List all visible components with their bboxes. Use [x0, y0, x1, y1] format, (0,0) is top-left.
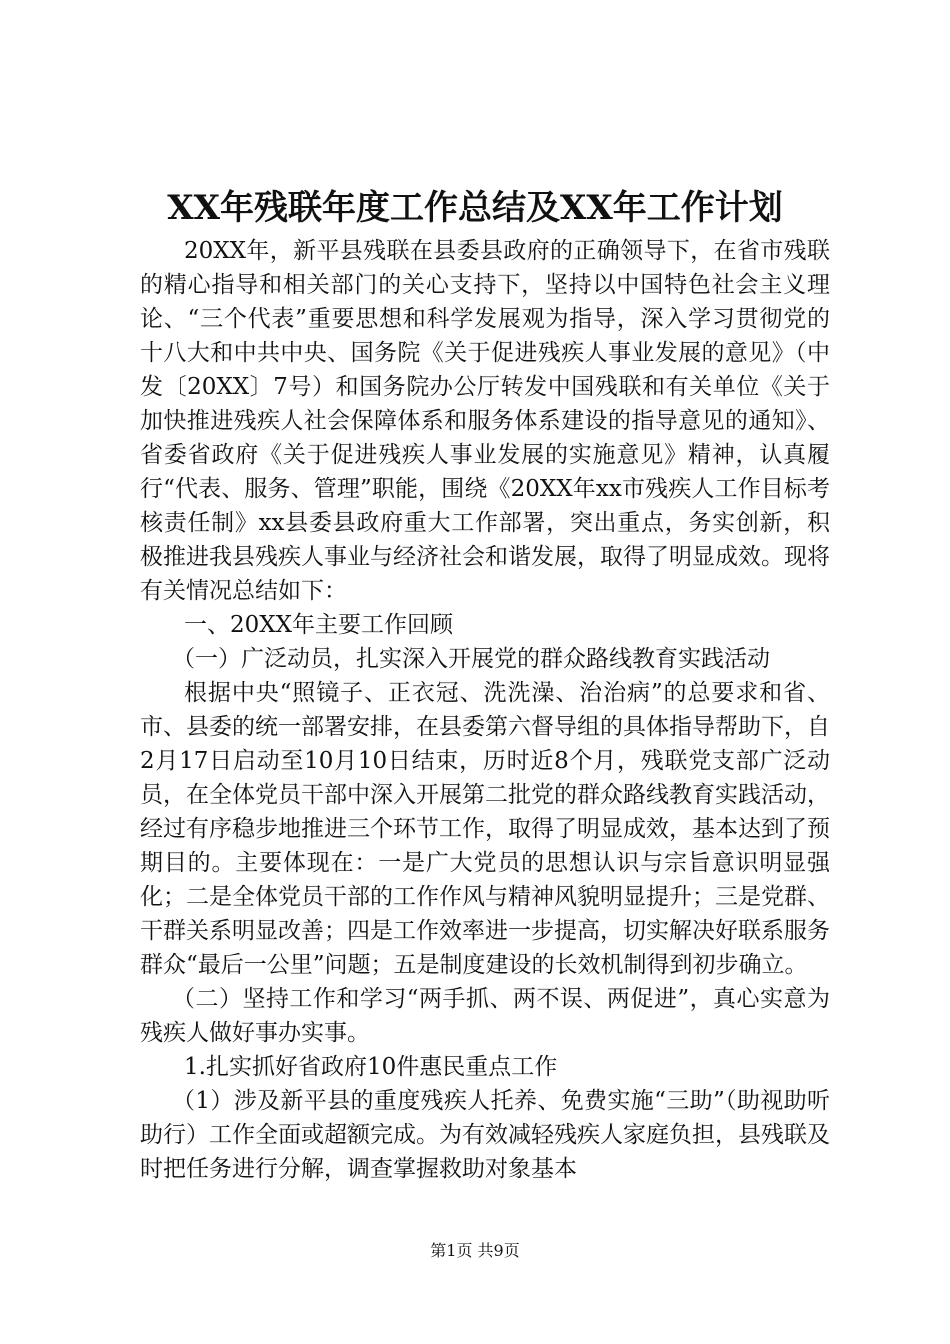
page-number-footer: 第1页 共9页 — [430, 1241, 520, 1260]
heading-subsection-1: （一）广泛动员，扎实深入开展党的群众路线教育实践活动 — [172, 646, 770, 672]
heading-subsection-2: （二）坚持工作和学习“两手抓、两不误、两促进”，真心实意为残疾人做好事办实事。 — [140, 986, 830, 1046]
paragraph-campaign: 根据中央“照镜子、正衣冠、洗洗澡、治治病”的总要求和省、市、县委的统一部署安排，在县委第六督导组的具体指导帮助下，自2月17日启动至10月10日结束，历时近8个月，残联党支部广泛动员，在全体党员干部中深入开展第二批党的群众路线教育实践活动，经过有序稳步地推进三个环节工作，取得了明显成效，基本达到了预期目的。主要体现在：一是广大党员的思想认识与宗旨意识明显强化；二是全体党员干部的工作作风与精神风貌明显提升；三是党群、干群关系明显改善；四是工作效率进一步提高，切实解决好联系服务群众“最后一公里”问题；五是制度建设的长效机制得到初步确立。 — [140, 680, 830, 978]
paragraph-intro: 20XX年，新平县残联在县委县政府的正确领导下，在省市残联的精心指导和相关部门的关心支持下，坚持以中国特色社会主义理论、“三个代表”重要思想和科学发展观为指导，深入学习贯彻党的十八大和中共中央、国务院《关于促进残疾人事业发展的意见》（中发〔20XX〕7号）和国务院办公厅转发中国残联和有关单位《关于加快推进残疾人社会保障体系和服务体系建设的指导意见的通知》、省委省政府《关于促进残疾人事业发展的实施意见》精神，认真履行“代表、服务、管理”职能，围绕《20XX年xx市残疾人工作目标考核责任制》xx县委县政府重大工作部署，突出重点，务实创新，积极推进我县残疾人事业与经济社会和谐发展，取得了明显成效。现将有关情况总结如下： — [140, 238, 830, 604]
paragraph-item-1-1: （1）涉及新平县的重度残疾人托养、免费实施“三助”（助视助听助行）工作全面或超额完成。为有效减轻残疾人家庭负担，县残联及时把任务进行分解，调查掌握救助对象基本 — [140, 1088, 830, 1182]
document-title: XX年残联年度工作总结及XX年工作计划 — [167, 188, 783, 228]
heading-item-1: 1.扎实抓好省政府10件惠民重点工作 — [184, 1054, 558, 1080]
document-body — [140, 234, 830, 1186]
heading-section-1: 一、20XX年主要工作回顾 — [184, 612, 454, 638]
